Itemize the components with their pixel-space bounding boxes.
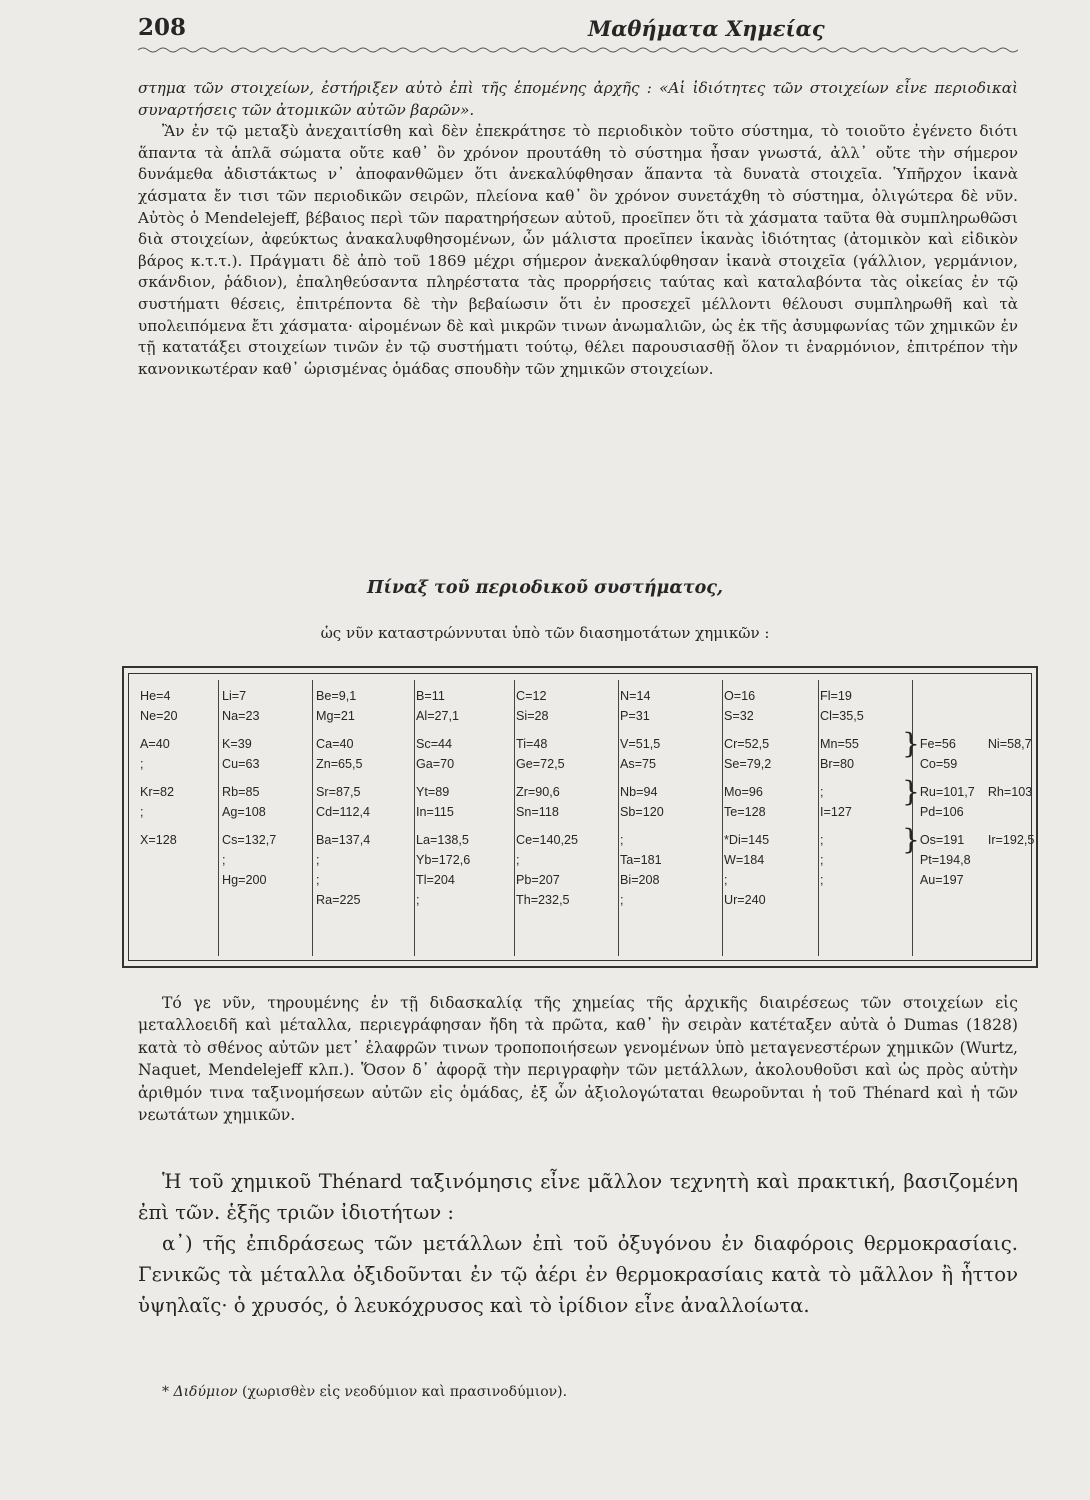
element-cell: Mo=96 bbox=[724, 785, 763, 799]
element-cell: Sc=44 bbox=[416, 737, 453, 751]
element-cell: Ge=72,5 bbox=[516, 757, 565, 771]
element-cell: A=40 bbox=[140, 737, 170, 751]
element-cell: Pb=207 bbox=[516, 873, 560, 887]
element-cell: W=184 bbox=[724, 853, 765, 867]
element-cell bbox=[134, 850, 222, 870]
element-cell: Ne=20 bbox=[140, 709, 178, 723]
lower-text bbox=[138, 992, 1018, 1126]
element-cell: Na=23 bbox=[222, 709, 260, 723]
element-cell: ; bbox=[620, 833, 624, 847]
element-cell: Ca=40 bbox=[316, 737, 354, 751]
large-paragraph-1: Ἡ τοῦ χημικοῦ Thénard ταξινόμησις εἶνε μᾶλλον τεχνητὴ καὶ πρακτική, βασιζομένη ἐπὶ τῶν. ἑξῆς τριῶν ἰδιοτήτων : bbox=[138, 1170, 1018, 1224]
element-cell: Sb=120 bbox=[620, 805, 664, 819]
element-cell: S=32 bbox=[724, 709, 754, 723]
element-cell: Os=191 bbox=[919, 833, 965, 847]
element-cell: K=39 bbox=[222, 737, 252, 751]
element-cell bbox=[988, 802, 1035, 822]
element-cell: ; bbox=[820, 833, 824, 847]
element-cell: La=138,5 bbox=[416, 833, 469, 847]
element-cell: Yb=172,6 bbox=[416, 853, 471, 867]
element-cell: Ga=70 bbox=[416, 757, 455, 771]
table-row bbox=[134, 734, 1034, 754]
element-cell: ; bbox=[416, 893, 420, 907]
brace-cell bbox=[902, 870, 920, 890]
element-cell: X=128 bbox=[140, 833, 177, 847]
element-cell: Yt=89 bbox=[416, 785, 450, 799]
element-cell: Ta=181 bbox=[620, 853, 662, 867]
element-cell bbox=[988, 850, 1035, 870]
footnote-text: (χωρισθὲν εἰς νεοδύμιον καὶ πρασινοδύμιον). bbox=[241, 1384, 568, 1400]
element-cell bbox=[920, 706, 988, 726]
large-text bbox=[138, 1166, 1018, 1321]
element-cell: Ti=48 bbox=[516, 737, 548, 751]
spacer-cell bbox=[134, 726, 1034, 734]
footnote-marker: * bbox=[162, 1384, 169, 1400]
element-cell: Cr=52,5 bbox=[724, 737, 770, 751]
element-cell: ; bbox=[820, 853, 824, 867]
element-cell: Ir=192,5 bbox=[987, 833, 1035, 847]
element-cell: Ni=58,7 bbox=[987, 737, 1032, 751]
spacer-cell bbox=[134, 774, 1034, 782]
row-spacer bbox=[134, 822, 1034, 830]
row-spacer bbox=[134, 726, 1034, 734]
element-cell bbox=[222, 890, 316, 910]
table-title: Πίναξ τοῦ περιοδικοῦ συστήματος, bbox=[366, 578, 724, 598]
element-cell bbox=[988, 754, 1035, 774]
element-cell: Kr=82 bbox=[140, 785, 174, 799]
element-cell: Cd=112,4 bbox=[316, 805, 371, 819]
element-cell: Rb=85 bbox=[222, 785, 260, 799]
element-cell: ; bbox=[620, 893, 624, 907]
element-cell: Cl=35,5 bbox=[820, 709, 864, 723]
element-cell: Pt=194,8 bbox=[919, 853, 971, 867]
element-cell: Fe=56 bbox=[919, 737, 956, 751]
element-cell: Sn=118 bbox=[516, 805, 559, 819]
element-cell: Sr=87,5 bbox=[316, 785, 361, 799]
element-cell: O=16 bbox=[724, 689, 756, 703]
element-cell: Ru=101,7 bbox=[919, 785, 975, 799]
element-cell: *Di=145 bbox=[724, 833, 770, 847]
table-row bbox=[134, 890, 1034, 910]
element-cell: Fl=19 bbox=[820, 689, 852, 703]
page-number: 208 bbox=[138, 14, 187, 41]
element-cell: Cu=63 bbox=[222, 757, 260, 771]
element-cell: Bi=208 bbox=[620, 873, 660, 887]
element-cell: Pd=106 bbox=[919, 805, 964, 819]
element-cell: Au=197 bbox=[919, 873, 964, 887]
element-cell bbox=[988, 870, 1035, 890]
element-cell: Br=80 bbox=[820, 757, 854, 771]
element-cell: N=14 bbox=[620, 689, 651, 703]
element-grid bbox=[134, 686, 1034, 910]
table-row bbox=[134, 870, 1034, 890]
element-cell bbox=[820, 890, 902, 910]
spacer-cell bbox=[134, 822, 1034, 830]
element-cell: B=11 bbox=[416, 689, 445, 703]
element-cell bbox=[988, 706, 1035, 726]
element-cell: P=31 bbox=[620, 709, 650, 723]
element-cell: Ag=108 bbox=[222, 805, 266, 819]
element-cell: Cs=132,7 bbox=[222, 833, 277, 847]
element-cell: Zn=65,5 bbox=[316, 757, 363, 771]
table-row bbox=[134, 686, 1034, 706]
brace-cell: } bbox=[902, 727, 920, 760]
large-paragraph-2: α᾽) τῆς ἐπιδράσεως τῶν μετάλλων ἐπὶ τοῦ ὀξυγόνου ἐν διαφόροις θερμοκρασίαις. Γενικῶς τὰ μέταλλα ὀξιδοῦνται ἐν τῷ ἀέρι ἐν θερμοκρασίαις κατὰ τὸ μᾶλλον ἢ ἧττον ὑψηλαῖς· ὁ χρυσός, ὁ λευκόχρυσος καὶ τὸ ἰρίδιον εἶνε ἀναλλοίωτα. bbox=[138, 1232, 1018, 1317]
table-row bbox=[134, 850, 1034, 870]
periodic-table bbox=[122, 666, 1038, 968]
brace-cell: } bbox=[902, 823, 920, 856]
element-cell: Rh=103 bbox=[987, 785, 1033, 799]
main-text bbox=[138, 78, 1018, 380]
running-title: Μαθήματα Χημείας bbox=[588, 16, 825, 41]
element-cell bbox=[134, 890, 222, 910]
page-header bbox=[138, 14, 1018, 48]
element-cell bbox=[134, 870, 222, 890]
footnote bbox=[162, 1384, 567, 1400]
element-cell: He=4 bbox=[140, 689, 171, 703]
element-cell: ; bbox=[140, 757, 144, 771]
element-cell: ; bbox=[820, 873, 824, 887]
element-cell: Se=79,2 bbox=[724, 757, 772, 771]
element-cell: Te=128 bbox=[724, 805, 766, 819]
table-row bbox=[134, 706, 1034, 726]
element-cell: ; bbox=[222, 853, 226, 867]
header-wavy-rule bbox=[138, 46, 1018, 54]
element-cell: Co=59 bbox=[919, 757, 958, 771]
element-cell: Ra=225 bbox=[316, 893, 361, 907]
lower-paragraph: Τό γε νῦν, τηρουμένης ἐν τῇ διδασκαλίᾳ τῆς χημείας τῆς ἀρχικῆς διαιρέσεως τῶν στοιχείων εἰς μεταλλοειδῆ καὶ μέταλλα, περιεγράφησαν ἤδη τὰ πρῶτα, καθ᾽ ἣν σειρὰν κατέταξεν αὐτὰ ὁ Dumas (1828) κατὰ τὸ σθένος αὐτῶν μετ᾽ ἐλαφρῶν τινων τροποποιήσεων γενομένων ὑπὸ μεταγενεστέρων χημικῶν (Wurtz, Naquet, Mendelejeff κλπ.). Ὅσον δ᾽ ἀφορᾷ τὴν περιγραφὴν τῶν μετάλλων, ἀκολουθοῦσι καὶ ὡς πρὸς αὐτὴν ἀριθμόν τινα ταξινομήσεων αὐτῶν εἰς ὁμάδας, ἐξ ὧν ἀξιολογώταται θεωροῦνται ἡ τοῦ Thénard καὶ ἡ τῶν νεωτάτων χημικῶν. bbox=[138, 994, 1018, 1125]
element-rows bbox=[134, 686, 1034, 910]
brace-cell: } bbox=[902, 775, 920, 808]
element-cell bbox=[920, 686, 988, 706]
table-row bbox=[134, 754, 1034, 774]
element-cell: Zr=90,6 bbox=[516, 785, 560, 799]
intro-paragraph: στημα τῶν στοιχείων, ἐστήριξεν αὐτὸ ἐπὶ τῆς ἑπομένης ἀρχῆς : «Αἱ ἰδιότητες τῶν στοιχείων εἶνε περιοδικαὶ συναρτήσεις τῶν ἀτομικῶν αὐτῶν βαρῶν». bbox=[138, 79, 1018, 119]
element-cell bbox=[988, 890, 1035, 910]
element-cell: Al=27,1 bbox=[416, 709, 460, 723]
element-cell: Mn=55 bbox=[820, 737, 859, 751]
element-cell: ; bbox=[316, 853, 320, 867]
element-cell: Th=232,5 bbox=[516, 893, 570, 907]
table-row bbox=[134, 802, 1034, 822]
element-cell: Mg=21 bbox=[316, 709, 355, 723]
element-cell: ; bbox=[140, 805, 144, 819]
element-cell bbox=[920, 890, 988, 910]
element-cell: Ur=240 bbox=[724, 893, 766, 907]
element-cell: ; bbox=[820, 785, 824, 799]
element-cell: As=75 bbox=[620, 757, 657, 771]
element-cell: Li=7 bbox=[222, 689, 247, 703]
row-spacer bbox=[134, 774, 1034, 782]
body-paragraph: Ἂν ἐν τῷ μεταξὺ ἀνεχαιτίσθη καὶ δὲν ἐπεκράτησε τὸ περιοδικὸν τοῦτο σύστημα, τὸ τοιοῦτο ἐγένετο διότι ἅπαντα τὰ ἁπλᾶ σώματα οὔτε καθ᾽ ὃν χρόνον προυτάθη τὸ σύστημα ἦσαν γνωστά, ἀλλ᾽ οὔτε τὴν σήμερον δυνάμεθα ἀδιστάκτως ν᾽ ἀποφανθῶμεν ὅτι ἀνεκαλύφθησαν ἅπαντα τὰ δυνατὰ στοιχεῖα. Ὑπῆρχον ἱκανὰ χάσματα ἔν τισι τῶν περιοδικῶν σειρῶν, πλείονα καθ᾽ ὃν χρόνον συνετάχθη τὸ σύστημα, ὀλιγώτερα δὲ νῦν. Αὐτὸς ὁ Mendelejeff, βέβαιος περὶ τῶν παρατηρήσεων αὐτοῦ, προεῖπεν ὅτι τὰ χάσματα ταῦτα θὰ συμπληρωθῶσι διὰ στοιχείων, ἀφεύκτως ἀνακαλυφθησομένων, ὧν μάλιστα προεῖπεν ἱκανὰς ἰδιότητας (ἀτομικὸν καὶ εἰδικὸν βάρος κ.τ.τ.). Πράγματι δὲ ἀπὸ τοῦ 1869 μέχρι σήμερον ἀνεκαλύφθησαν ἱκανὰ στοιχεῖα (γάλλιον, γερμάνιον, σκάνδιον, ῥάδιον), ἐπαληθεύσαντα πληρέστατα τὰς προρρήσεις ταύτας καὶ καταλαβόντα τὰς οἰκείας ἐν τῷ συστήματι θέσεις, ἐπιτρέποντα δὲ τὴν βεβαίωσιν ὅτι ἐν προσεχεῖ μέλλοντι θέλουσι συμπληρωθῆ καὶ τὰ υπολειπόμενα ἔτι χάσματα· αἰρομένων δὲ καὶ μικρῶν τινων ἀνωμαλιῶν, ὡς ἐκ τῆς ἀσυμφωνίας τῶν χημικῶν ἐν τῇ κατατάξει στοιχείων τινῶν ἐν τῷ συστήματι τούτῳ, θέλει παρουσιασθῇ ὅλον τι ἐναρμόνιον, ἐπιτρέπον τὴν κανονικωτέραν καθ᾽ ὡρισμένας ὁμάδας σπουδὴν τῶν χημικῶν στοιχείων. bbox=[138, 122, 1018, 378]
element-cell: ; bbox=[316, 873, 320, 887]
element-cell: Si=28 bbox=[516, 709, 549, 723]
table-row bbox=[134, 830, 1034, 850]
brace-cell bbox=[902, 706, 920, 726]
element-cell: Ba=137,4 bbox=[316, 833, 371, 847]
element-cell: Tl=204 bbox=[416, 873, 455, 887]
element-cell: ; bbox=[516, 853, 520, 867]
table-subtitle: ὡς νῦν καταστρώννυται ὑπὸ τῶν διασημοτάτων χημικῶν : bbox=[320, 624, 770, 642]
table-row bbox=[134, 782, 1034, 802]
brace-cell bbox=[902, 890, 920, 910]
element-cell: V=51,5 bbox=[620, 737, 661, 751]
element-cell: ; bbox=[724, 873, 728, 887]
element-cell: C=12 bbox=[516, 689, 547, 703]
footnote-term: Διδύμιον bbox=[173, 1384, 238, 1400]
element-cell: I=127 bbox=[820, 805, 852, 819]
element-cell bbox=[988, 686, 1035, 706]
element-cell: Hg=200 bbox=[222, 873, 267, 887]
brace-cell bbox=[902, 686, 920, 706]
element-cell: Ce=140,25 bbox=[516, 833, 578, 847]
element-cell: Be=9,1 bbox=[316, 689, 357, 703]
element-cell: Nb=94 bbox=[620, 785, 658, 799]
element-cell: In=115 bbox=[416, 805, 454, 819]
